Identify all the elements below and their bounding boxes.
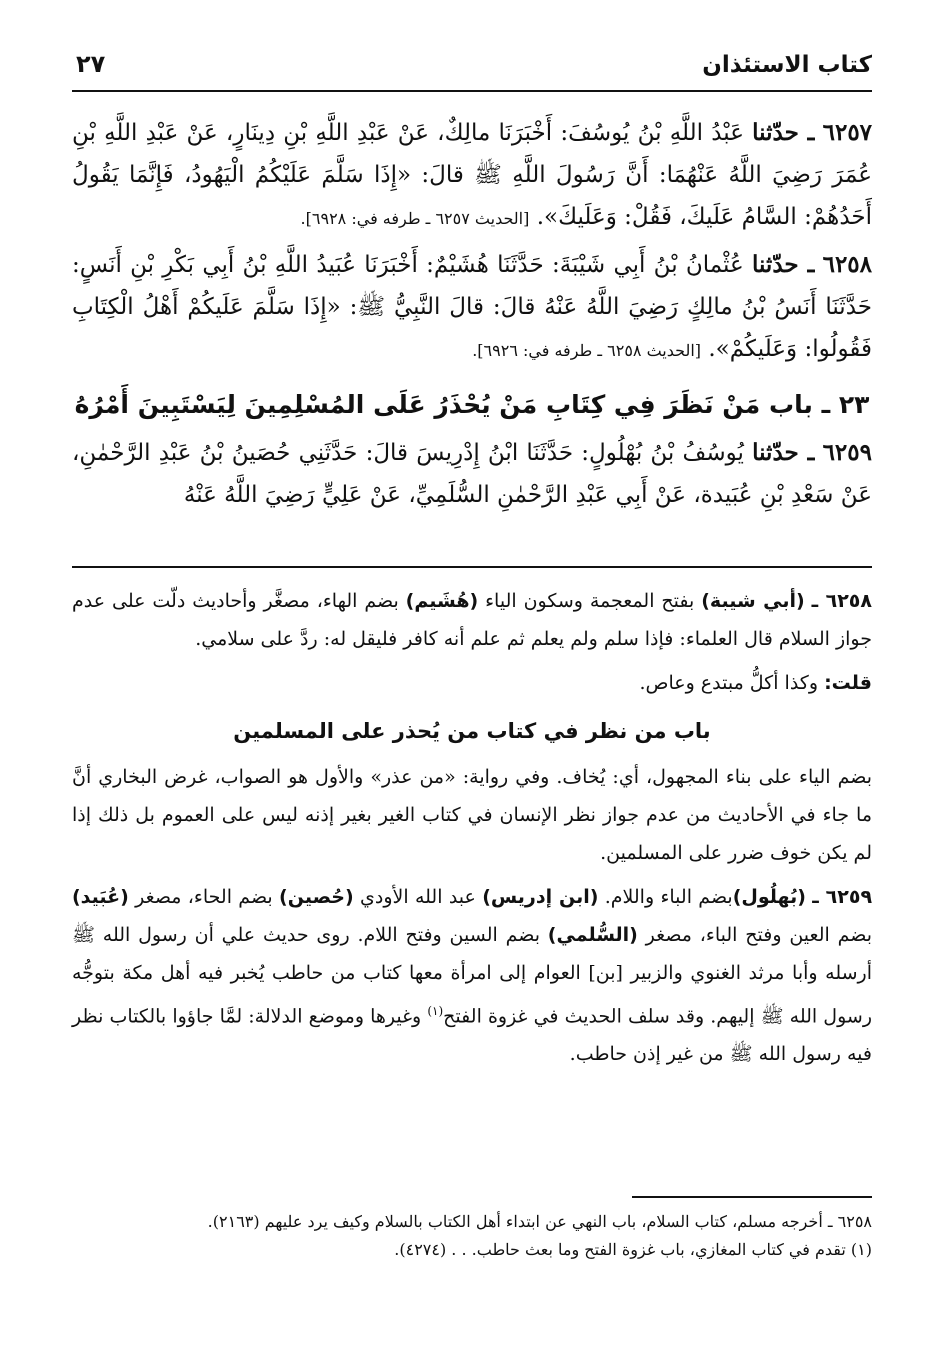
hadith-lead: حدّثنا [751, 251, 799, 278]
hadith-lead: حدّثنا [752, 119, 799, 146]
hadith-lead: حدّثنا [752, 439, 799, 466]
page-header [72, 44, 872, 92]
commentary-term: (هُشَيم) [405, 590, 479, 612]
hadith-6259: ٦٢٥٩ ـ حدّثنا يُوسُفُ بْنُ بُهْلُولٍ: حَدَّثَنَا ابْنُ إِدْرِيسَ قالَ: حَدَّثَنِي حُصَينُ بْنُ عَبْدِ الرَّحْمٰنِ، عَنْ سَعْدِ بْنِ عُبَيدة، عَنْ أَبِي عَبْدِ الرَّحْمٰنِ السُّلَمِيِّ، عَنْ عَلِيٍّ رَضِيَ اللَّهُ عَنْهُ [72, 439, 872, 508]
hadith-text: يُوسُفُ بْنُ بُهْلُولٍ: حَدَّثَنَا ابْنُ إِدْرِيسَ قالَ: حَدَّثَنِي حُصَينُ بْنُ عَبْدِ الرَّحْمٰنِ، عَنْ سَعْدِ بْنِ عُبَيدة، عَنْ أَبِي عَبْدِ الرَّحْمٰنِ السُّلَمِيِّ، عَنْ عَلِيٍّ رَضِيَ اللَّهُ عَنْهُ [72, 440, 872, 508]
commentary-term: (بُهلُول) [732, 886, 806, 908]
commentary-6259: ٦٢٥٩ ـ (بُهلُول)بضم الباء واللام. (ابن إدريس) عبد الله الأودي (حُصين) بضم الحاء، مصغر (عُبَيد) بضم العين وفتح الباء، مصغر (السُّلمي) بضم السين وفتح اللام. روى حديث علي أن رسول الله ﷺ أرسله وأبا مرثد الغنوي والزبير [بن] العوام إلى امرأة معها كتاب من حاطب يُخبر فيه أهل مكة بتوجُّه رسول الله ﷺ إليهم. وقد سلف الحديث في غزوة الفتح$^{(١)}$ وغيرها وموضع الدلالة: لمَّا جاؤوا بالكتاب نظر فيه رسول الله ﷺ من غير إذن حاطب. [72, 886, 873, 1066]
commentary-term: (ابن إدريس) [482, 886, 599, 908]
footnotes [72, 1208, 872, 1264]
page-number: ٢٧ [76, 50, 106, 78]
running-title: كتاب الاستئذان [702, 52, 872, 78]
commentary-number: ٦٢٥٨ ـ [811, 590, 872, 612]
commentary-term: (حُصين) [279, 886, 354, 908]
hadith-reference: [الحديث ٦٢٥٨ ـ طرفه في: ٦٩٢٦]. [472, 341, 702, 360]
hadith-6257: ٦٢٥٧ ـ حدّثنا عَبْدُ اللَّهِ بْنُ يُوسُفَ: أَخْبَرَنَا مالِكٌ، عَنْ عَبْدِ اللَّهِ بْنِ دِينَارٍ، عَنْ عَبْدِ اللَّهِ بْنِ عُمَرَ رَضِيَ اللَّهُ عَنْهُمَا: أَنَّ رَسُولَ اللَّهِ ﷺ قالَ: «إِذَا سَلَّمَ عَلَيْكُمُ الْيَهُودُ، فَإِنَّمَا يَقُولُ أَحَدُهُمْ: السَّامُ عَلَيكَ، فَقُلْ: وَعَلَيكَ». [الحديث ٦٢٥٧ ـ طرفه في: ٦٩٢٨]. [72, 119, 873, 230]
footnote-marker[interactable]: (١) [427, 1004, 444, 1018]
section-divider [72, 566, 872, 568]
commentary-chapter-text: بضم الياء على بناء المجهول، أي: يُخاف. وفي رواية: «من عذر» والأول هو الصواب، غرض البخاري أنَّ ما جاء في الأحاديث من عدم جواز نظر الإنسان في كتاب الغير بغير إذنه ليس على العموم بل ذلك إذا لم يكن خوف ضرر على المسلمين. [72, 766, 872, 864]
hadith-6258: ٦٢٥٨ ـ حدّثنا عُثْمانُ بْنُ أَبِي شَيْبَةَ: حَدَّثَنَا هُشَيْمٌ: أَخْبَرَنَا عُبَيدُ اللَّهِ بْنُ أَبِي بَكْرِ بْنِ أَنَسٍ: حَدَّثَنَا أَنَسُ بْنُ مالِكٍ رَضِيَ اللَّهُ عَنْهُ قالَ: قالَ النَّبِيُّ ﷺ: «إِذَا سَلَّمَ عَلَيكُمْ أَهْلُ الْكِتَابِ فَقُولُوا: وَعَلَيكُمْ». [الحديث ٦٢٥٨ ـ طرفه في: ٦٩٢٦]. [72, 251, 873, 362]
commentary-term: (عُبَيد) [72, 886, 129, 908]
hadith-number: ٦٢٥٨ [822, 251, 873, 278]
hadith-text: عَبْدُ اللَّهِ بْنُ يُوسُفَ: أَخْبَرَنَا مالِكٌ، عَنْ عَبْدِ اللَّهِ بْنِ دِينَارٍ، عَنْ عَبْدِ اللَّهِ بْنِ عُمَرَ رَضِيَ اللَّهُ عَنْهُمَا: أَنَّ رَسُولَ اللَّهِ ﷺ قالَ: «إِذَا سَلَّمَ عَلَيْكُمُ الْيَهُودُ، فَإِنَّمَا يَقُولُ أَحَدُهُمْ: السَّامُ عَلَيكَ، فَقُلْ: وَعَلَيكَ». [72, 120, 872, 230]
hadith-text: عُثْمانُ بْنُ أَبِي شَيْبَةَ: حَدَّثَنَا هُشَيْمٌ: أَخْبَرَنَا عُبَيدُ اللَّهِ بْنُ أَبِي بَكْرِ بْنِ أَنَسٍ: حَدَّثَنَا أَنَسُ بْنُ مالِكٍ رَضِيَ اللَّهُ عَنْهُ قالَ: قالَ النَّبِيُّ ﷺ: «إِذَا سَلَّمَ عَلَيكُمْ أَهْلُ الْكِتَابِ فَقُولُوا: وَعَلَيكُمْ». [72, 252, 872, 362]
commentary-term: (أبي شيبة) [701, 590, 805, 612]
commentary-6258: ٦٢٥٨ ـ (أبي شيبة) بفتح المعجمة وسكون الياء (هُشَيم) بضم الهاء، مصغَّر وأحاديث دلّت على عدم جواز السلام قال العلماء: فإذا سلم ولم يعلم ثم علم أنه كافر فليقل له: ردَّ على سلامي. [72, 590, 872, 650]
hadith-number: ٦٢٥٧ [822, 119, 873, 146]
commentary-term: (السُّلمي) [547, 924, 638, 946]
footnote: ٦٢٥٨ ـ أخرجه مسلم، كتاب السلام، باب النهي عن ابتداء أهل الكتاب بالسلام وكيف يرد عليهم (٢١٦٣). [207, 1212, 872, 1231]
hadith-reference: [الحديث ٦٢٥٧ ـ طرفه في: ٦٩٢٨]. [300, 209, 530, 228]
hadith-number: ٦٢٥٩ [822, 439, 872, 466]
commentary-chapter-heading: باب من نظر في كتاب من يُحذر على المسلمين [233, 719, 711, 743]
footnote-divider [632, 1196, 872, 1198]
commentary-block [72, 582, 872, 1079]
commentary-number: ٦٢٥٩ ـ [812, 886, 873, 908]
chapter-heading: ٢٣ ـ باب مَنْ نَظَرَ فِي كِتَابِ مَنْ يُحْذَرُ عَلَى المُسْلِمِينَ لِيَسْتَبِينَ أَمْرُهُ [74, 390, 870, 419]
note-label: قلت: [824, 672, 872, 694]
commentary-note: قلت: وكذا أكلُّ مبتدع وعاص. [639, 672, 872, 694]
footnote: (١) تقدم في كتاب المغازي، باب غزوة الفتح وما بعث حاطب. . . (٤٢٧٤). [394, 1240, 872, 1259]
hadith-text-block [72, 112, 872, 520]
